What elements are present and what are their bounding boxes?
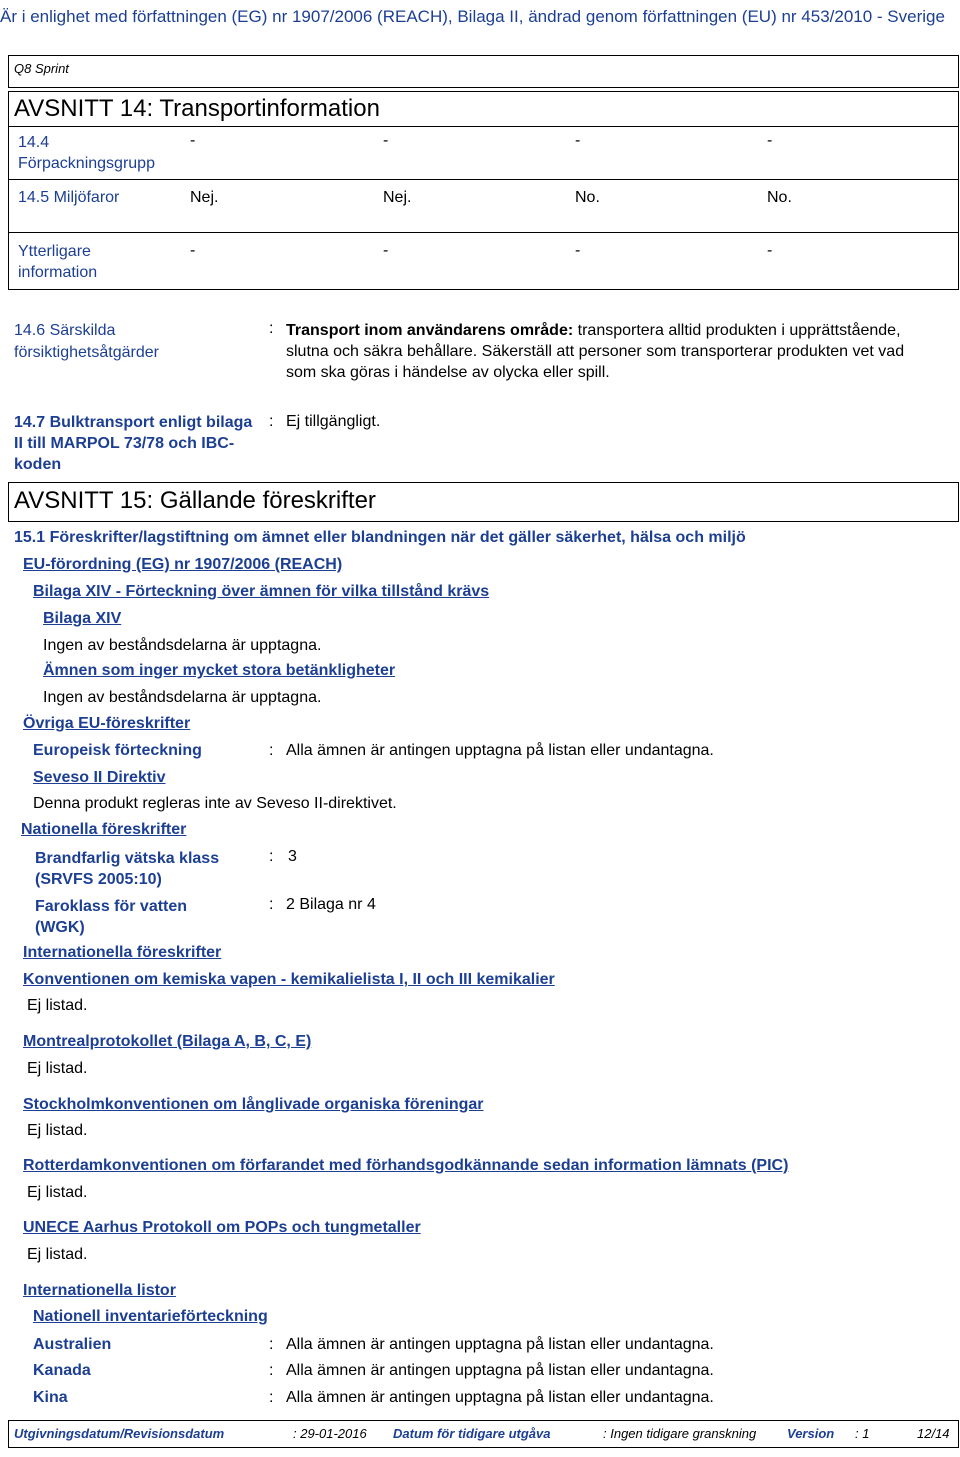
country-value: Alla ämnen är antingen upptagna på listan eller undantagna. bbox=[286, 1362, 714, 1379]
special-precautions-lead: Transport inom användarens område: bbox=[286, 322, 574, 339]
subsection-15-1: 15.1 Föreskrifter/lagstiftning om ämnet eller blandningen när det gäller säkerhet, hälsa och miljö bbox=[14, 529, 746, 546]
row-label-additional-info: Ytterligare information bbox=[18, 243, 98, 281]
footer-prev-label: Datum för tidigare utgåva bbox=[393, 1426, 551, 1441]
treaty-name: Rotterdamkonventionen om förfarandet med förhandsgodkännande sedan information lämnats (PIC) bbox=[23, 1157, 789, 1174]
treaty-name: UNECE Aarhus Protokoll om POPs och tungmetaller bbox=[23, 1219, 421, 1236]
special-precautions-label: 14.6 Särskilda försiktighetsåtgärder bbox=[14, 322, 159, 361]
other-eu-heading: Övriga EU-föreskrifter bbox=[23, 715, 191, 732]
international-heading: Internationella föreskrifter bbox=[23, 944, 222, 961]
row3-col3: - bbox=[575, 242, 581, 259]
country-value: Alla ämnen är antingen upptagna på listan eller undantagna. bbox=[286, 1336, 714, 1353]
treaty-value: Ej listad. bbox=[27, 1184, 88, 1201]
flammable-class-value: 3 bbox=[288, 848, 297, 865]
special-precautions-text bbox=[286, 320, 926, 383]
treaty-name: Stockholmkonventionen om långlivade organiska föreningar bbox=[23, 1096, 484, 1113]
country-label: Kina bbox=[33, 1389, 68, 1406]
national-heading: Nationella föreskrifter bbox=[21, 821, 187, 838]
treaty-name: Konventionen om kemiska vapen - kemikalielista I, II och III kemikalier bbox=[23, 971, 555, 988]
row3-col4: - bbox=[767, 242, 773, 259]
country-label: Kanada bbox=[33, 1362, 91, 1379]
row1-col1: - bbox=[190, 132, 196, 149]
colon: : bbox=[269, 320, 274, 337]
product-name: Q8 Sprint bbox=[14, 61, 69, 76]
row2-col2: Nej. bbox=[383, 189, 412, 206]
annex14-text: Ingen av beståndsdelarna är upptagna. bbox=[43, 637, 322, 654]
colon: : bbox=[269, 1389, 274, 1406]
transport-table-row2 bbox=[8, 179, 959, 233]
treaty-value: Ej listad. bbox=[27, 1246, 88, 1263]
svhc-heading: Ämnen som inger mycket stora betänkligheter bbox=[43, 662, 396, 679]
colon: : bbox=[269, 742, 274, 759]
footer-version-label: Version bbox=[787, 1426, 835, 1441]
eu-reach-heading: EU-förordning (EG) nr 1907/2006 (REACH) bbox=[23, 556, 343, 573]
row2-col3: No. bbox=[575, 189, 600, 206]
water-hazard-label: Faroklass för vatten (WGK) bbox=[35, 898, 188, 936]
colon: : bbox=[269, 896, 274, 913]
row1-col2: - bbox=[383, 132, 389, 149]
colon: : bbox=[269, 413, 274, 430]
treaty-name: Montrealprotokollet (Bilaga A, B, C, E) bbox=[23, 1033, 312, 1050]
row-label-env-hazards: 14.5 Miljöfaror bbox=[18, 189, 120, 206]
water-hazard-value: 2 Bilaga nr 4 bbox=[286, 896, 376, 913]
footer-issue-value: : 29-01-2016 bbox=[293, 1426, 367, 1441]
colon: : bbox=[269, 1362, 274, 1379]
flammable-class-label: Brandfarlig vätska klass (SRVFS 2005:10) bbox=[35, 850, 220, 888]
country-label: Australien bbox=[33, 1336, 112, 1353]
colon: : bbox=[269, 848, 274, 865]
row1-col4: - bbox=[767, 132, 773, 149]
european-inventory-value: Alla ämnen är antingen upptagna på listan eller undantagna. bbox=[286, 742, 714, 759]
row3-col1: - bbox=[190, 242, 196, 259]
row3-col2: - bbox=[383, 242, 389, 259]
bulk-transport-value: Ej tillgängligt. bbox=[286, 413, 381, 430]
section15-title: AVSNITT 15: Gällande föreskrifter bbox=[14, 487, 376, 514]
transport-table-row3 bbox=[8, 232, 959, 290]
row2-col1: Nej. bbox=[190, 189, 219, 206]
document-title: Är i enlighet med författningen (EG) nr 1907/2006 (REACH), Bilaga II, ändrad genom författningen (EU) nr 453/2010 - Sverige bbox=[0, 7, 945, 26]
seveso-heading: Seveso II Direktiv bbox=[33, 769, 166, 786]
bulk-transport-label: 14.7 Bulktransport enligt bilaga II till MARPOL 73/78 och IBC-koden bbox=[14, 414, 253, 473]
footer-version-value: : 1 bbox=[855, 1426, 870, 1441]
row2-col4: No. bbox=[767, 189, 792, 206]
svhc-text: Ingen av beståndsdelarna är upptagna. bbox=[43, 689, 322, 706]
european-inventory-label: Europeisk förteckning bbox=[33, 742, 202, 759]
colon: : bbox=[269, 1336, 274, 1353]
annex14-heading: Bilaga XIV - Förteckning över ämnen för vilka tillstånd krävs bbox=[33, 583, 490, 600]
footer-prev-value: : Ingen tidigare granskning bbox=[603, 1426, 757, 1441]
national-inventory-heading: Nationell inventarieförteckning bbox=[33, 1308, 268, 1325]
treaty-value: Ej listad. bbox=[27, 1060, 88, 1077]
annex14-subheading: Bilaga XIV bbox=[43, 610, 122, 627]
special-precautions-body: transportera alltid produkten i upprättstående, slutna och säkra behållare. Säkerställ att personer som transporterar produkten vet vad som ska göras i händelse av olycka eller spill. bbox=[286, 322, 905, 381]
international-lists-heading: Internationella listor bbox=[23, 1282, 176, 1299]
row-label-packing-group: 14.4 Förpackningsgrupp bbox=[18, 134, 155, 172]
section14-title: AVSNITT 14: Transportinformation bbox=[14, 95, 380, 122]
seveso-text: Denna produkt regleras inte av Seveso II-direktivet. bbox=[33, 795, 397, 812]
treaty-value: Ej listad. bbox=[27, 1122, 88, 1139]
treaty-value: Ej listad. bbox=[27, 997, 88, 1014]
footer-issue-label: Utgivningsdatum/Revisionsdatum bbox=[14, 1426, 225, 1441]
country-value: Alla ämnen är antingen upptagna på listan eller undantagna. bbox=[286, 1389, 714, 1406]
footer-page-number: 12/14 bbox=[917, 1426, 950, 1441]
row1-col3: - bbox=[575, 132, 581, 149]
product-box bbox=[8, 55, 959, 88]
